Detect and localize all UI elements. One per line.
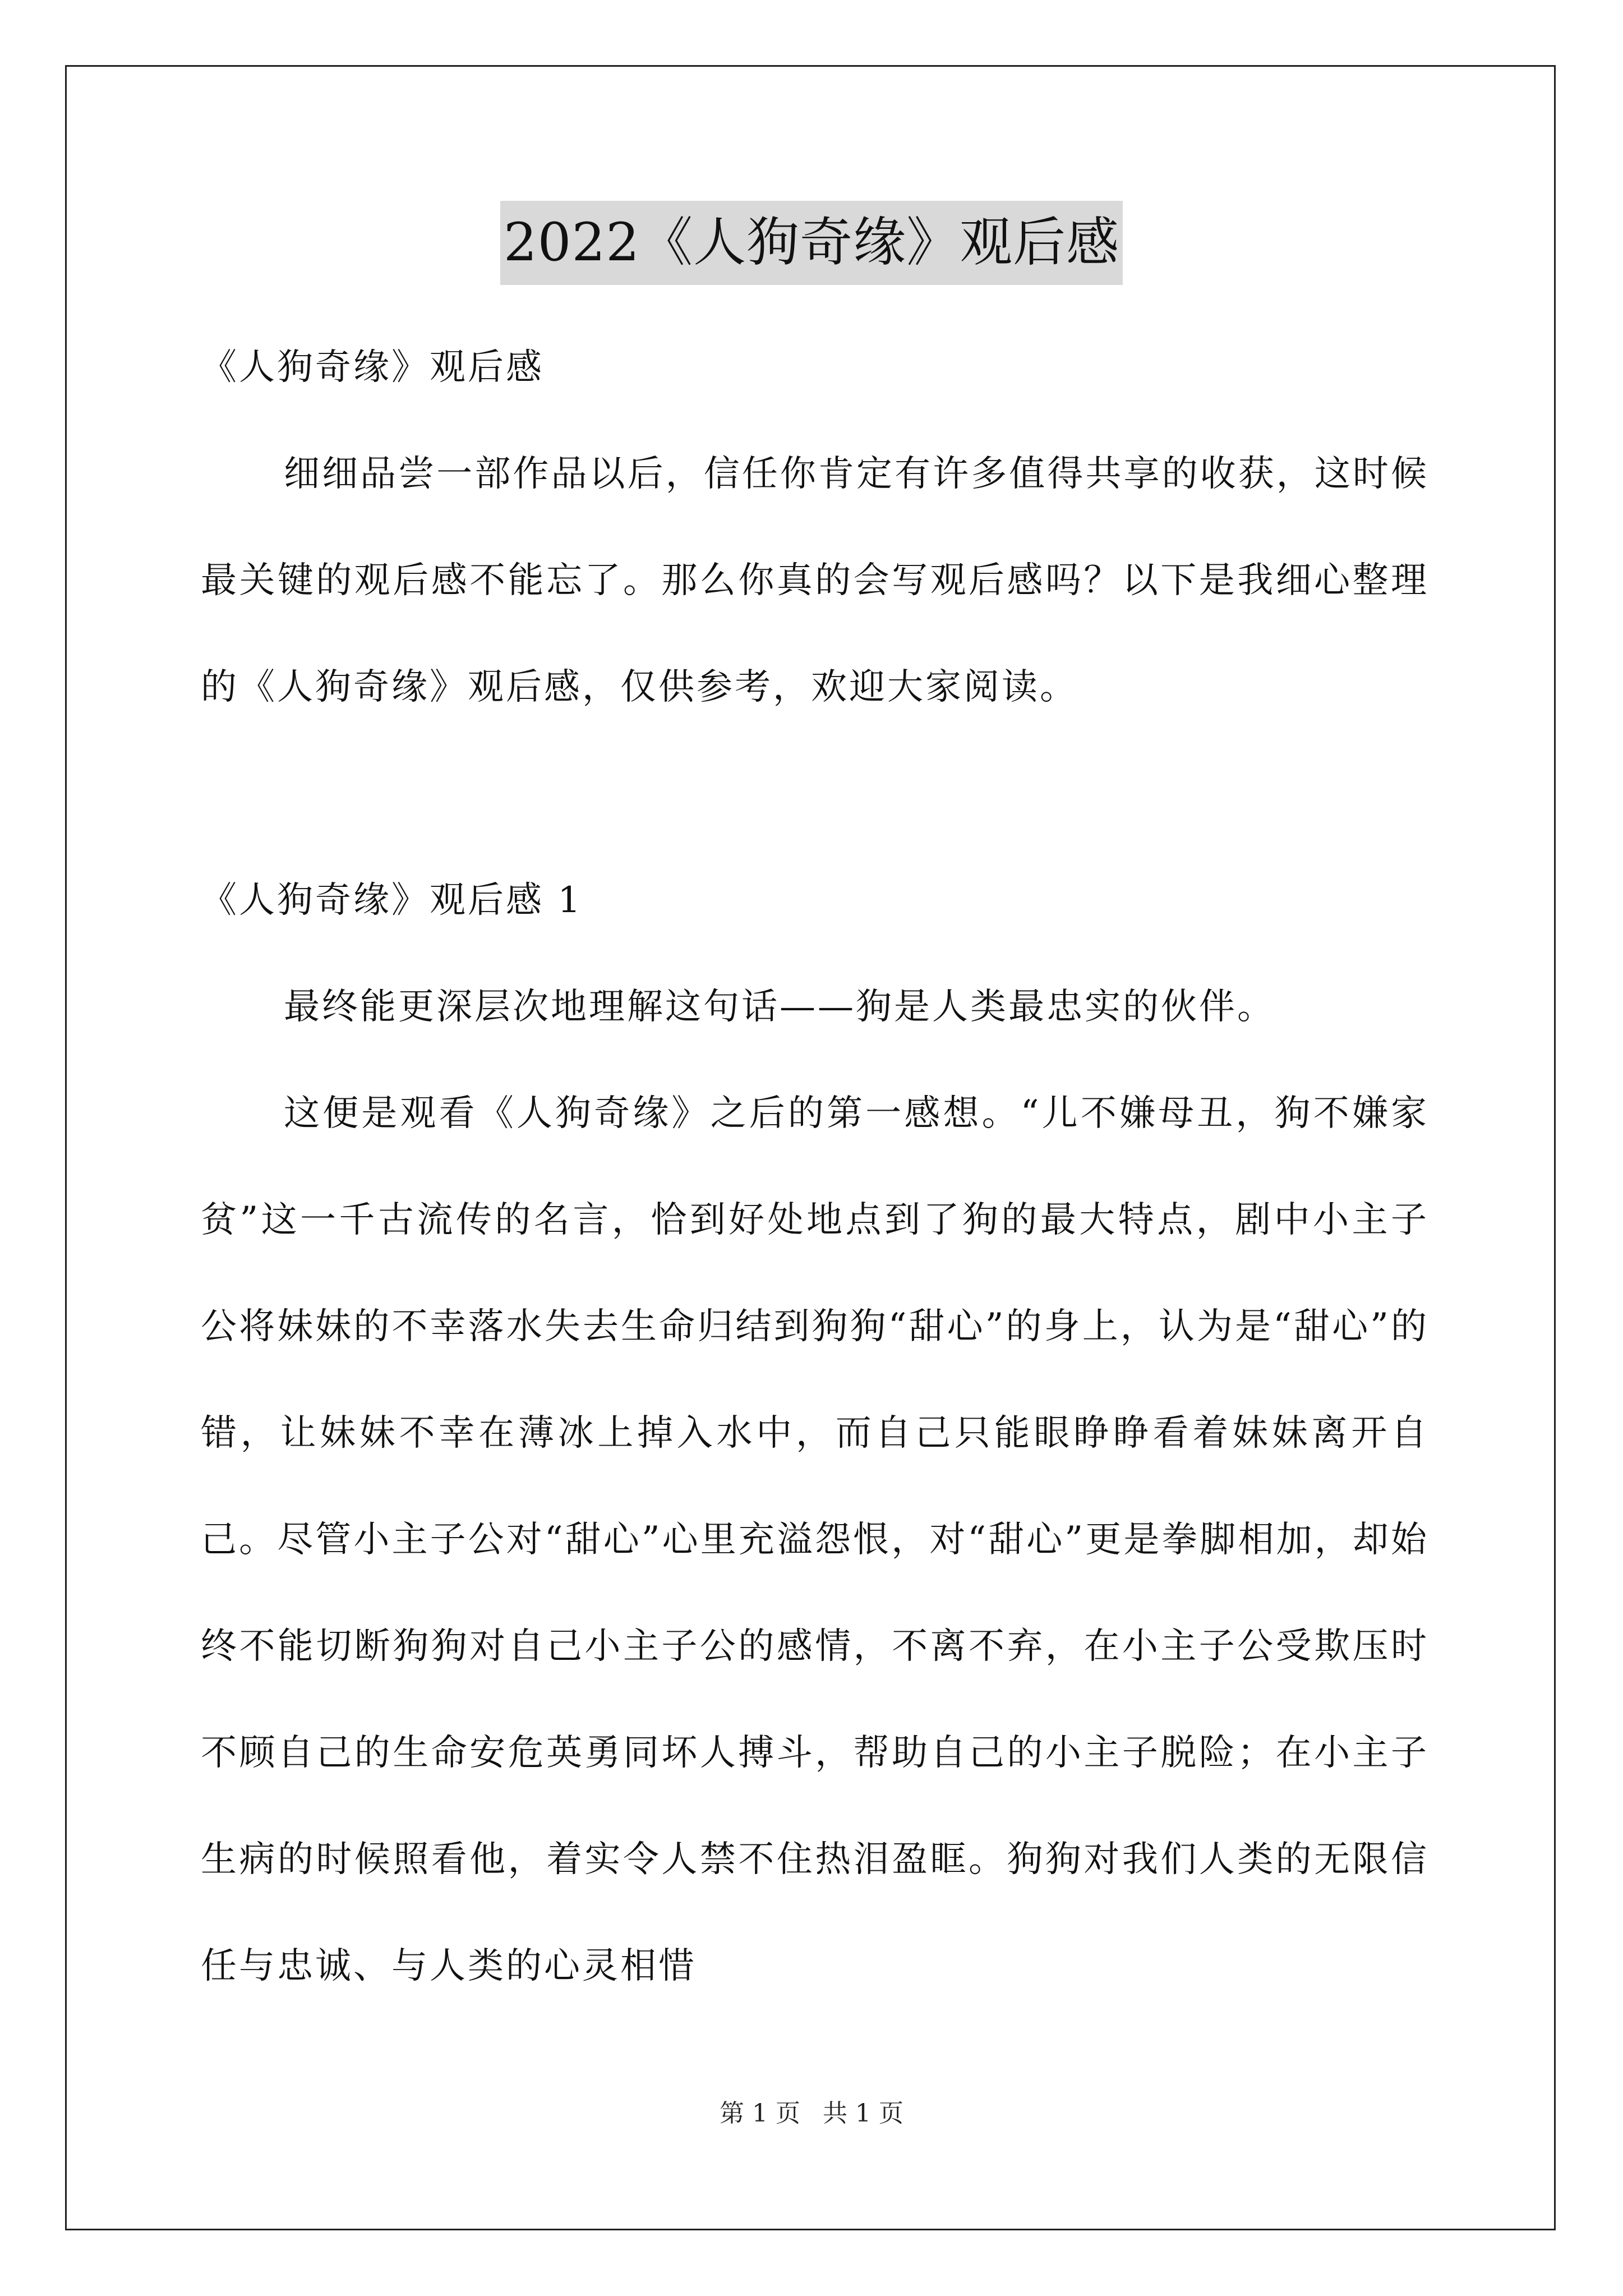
document-body	[201, 314, 1429, 2019]
page-count: 共 1 页	[823, 2099, 903, 2128]
body-paragraph: 最终能更深层次地理解这句话——狗是人类最忠实的伙伴。	[284, 986, 1275, 1028]
document-title: 2022《人狗奇缘》观后感	[500, 201, 1123, 285]
title-container	[0, 201, 1623, 285]
page-footer	[0, 2097, 1623, 2131]
intro-paragraph: 细细品尝一部作品以后，信任你肯定有许多值得共享的收获，这时候最关键的观后感不能忘了。那么你真的会写观后感吗？以下是我细心整理的《人狗奇缘》观后感，仅供参考，欢迎大家阅读。	[201, 453, 1429, 708]
body-paragraph: 这便是观看《人狗奇缘》之后的第一感想。“儿不嫌母丑，狗不嫌家贫”这一千古流传的名言，恰到好处地点到了狗的最大特点，剧中小主子公将妹妹的不幸落水失去生命归结到狗狗“甜心”的身上，认为是“甜心”的错，让妹妹不幸在薄冰上掉入水中，而自己只能眼睁睁看着妹妹离开自己。尽管小主子公对“甜心”心里充溢怨恨，对“甜心”更是拳脚相加，却始终不能切断狗狗对自己小主子公的感情，不离不弃，在小主子公受欺压时不顾自己的生命安危英勇同坏人搏斗，帮助自己的小主子脱险；在小主子生病的时候照看他，着实令人禁不住热泪盈眶。狗狗对我们人类的无限信任与忠诚、与人类的心灵相惜	[201, 1093, 1429, 1987]
page-number: 第 1 页	[720, 2099, 800, 2128]
section-heading: 《人狗奇缘》观后感 1	[201, 880, 583, 921]
paragraph-spacer	[201, 740, 1429, 847]
subtitle: 《人狗奇缘》观后感	[201, 347, 544, 388]
